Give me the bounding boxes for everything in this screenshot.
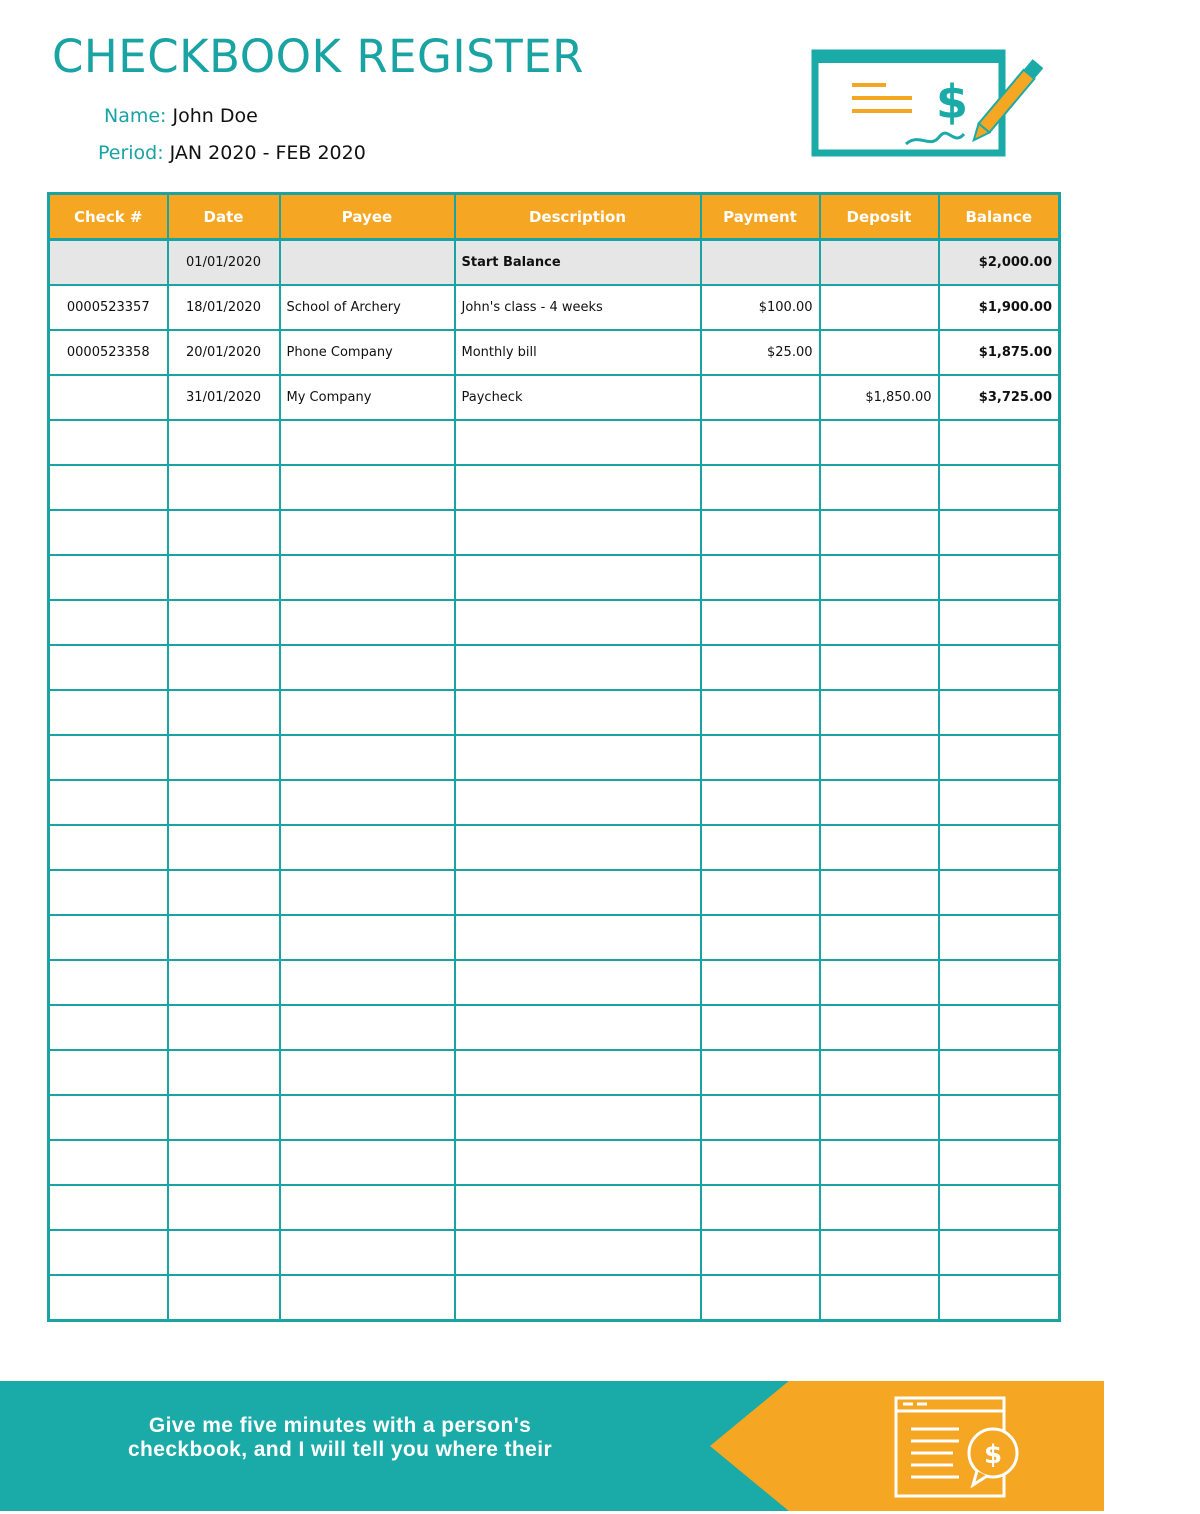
cell-date[interactable]: 31/01/2020 xyxy=(168,375,280,420)
empty-cell[interactable] xyxy=(168,645,280,690)
empty-cell[interactable] xyxy=(820,1185,939,1230)
empty-cell[interactable] xyxy=(49,1050,168,1095)
empty-cell[interactable] xyxy=(280,420,455,465)
empty-cell[interactable] xyxy=(455,1005,701,1050)
empty-cell[interactable] xyxy=(939,1185,1060,1230)
empty-cell[interactable] xyxy=(701,825,820,870)
empty-table-row xyxy=(49,1230,1060,1275)
empty-cell[interactable] xyxy=(455,510,701,555)
empty-cell[interactable] xyxy=(820,690,939,735)
empty-cell[interactable] xyxy=(701,510,820,555)
empty-cell[interactable] xyxy=(939,915,1060,960)
empty-cell[interactable] xyxy=(455,420,701,465)
empty-cell[interactable] xyxy=(49,1140,168,1185)
empty-cell[interactable] xyxy=(701,960,820,1005)
empty-cell[interactable] xyxy=(939,690,1060,735)
empty-cell[interactable] xyxy=(701,870,820,915)
empty-cell[interactable] xyxy=(701,1230,820,1275)
empty-table-row xyxy=(49,780,1060,825)
empty-cell[interactable] xyxy=(455,1095,701,1140)
empty-table-row xyxy=(49,690,1060,735)
empty-cell[interactable] xyxy=(455,915,701,960)
empty-cell[interactable] xyxy=(168,825,280,870)
empty-cell[interactable] xyxy=(820,870,939,915)
empty-cell[interactable] xyxy=(49,690,168,735)
cell-check[interactable]: 0000523358 xyxy=(49,330,168,375)
empty-table-row xyxy=(49,870,1060,915)
empty-cell[interactable] xyxy=(820,600,939,645)
period-value: JAN 2020 - FEB 2020 xyxy=(169,142,366,164)
empty-cell[interactable] xyxy=(939,465,1060,510)
empty-table-row xyxy=(49,465,1060,510)
empty-cell[interactable] xyxy=(701,1050,820,1095)
cell-description[interactable]: Start Balance xyxy=(455,240,701,286)
empty-table-row xyxy=(49,1140,1060,1185)
empty-cell[interactable] xyxy=(49,1275,168,1321)
cell-check[interactable] xyxy=(49,240,168,286)
empty-cell[interactable] xyxy=(820,510,939,555)
cell-date[interactable]: 01/01/2020 xyxy=(168,240,280,286)
footer-quote-line-1: Give me five minutes with a person's xyxy=(148,1414,532,1437)
empty-cell[interactable] xyxy=(455,1230,701,1275)
cell-date[interactable]: 18/01/2020 xyxy=(168,285,280,330)
empty-cell[interactable] xyxy=(455,645,701,690)
empty-cell[interactable] xyxy=(701,915,820,960)
empty-table-row xyxy=(49,420,1060,465)
empty-cell[interactable] xyxy=(49,555,168,600)
empty-table-row xyxy=(49,960,1060,1005)
empty-cell[interactable] xyxy=(701,1005,820,1050)
cell-deposit[interactable]: $1,850.00 xyxy=(820,375,939,420)
cell-balance[interactable]: $1,900.00 xyxy=(939,285,1060,330)
empty-cell[interactable] xyxy=(701,690,820,735)
empty-cell[interactable] xyxy=(820,1275,939,1321)
cell-balance[interactable]: $1,875.00 xyxy=(939,330,1060,375)
empty-cell[interactable] xyxy=(280,825,455,870)
column-header-payee: Payee xyxy=(280,194,455,240)
empty-cell[interactable] xyxy=(168,690,280,735)
empty-cell[interactable] xyxy=(820,825,939,870)
column-header-payment: Payment xyxy=(701,194,820,240)
cell-deposit[interactable] xyxy=(820,285,939,330)
empty-cell[interactable] xyxy=(280,1140,455,1185)
page-title: CHECKBOOK REGISTER xyxy=(52,30,584,83)
empty-cell[interactable] xyxy=(168,1095,280,1140)
empty-cell[interactable] xyxy=(939,780,1060,825)
empty-cell[interactable] xyxy=(820,1140,939,1185)
empty-cell[interactable] xyxy=(280,1050,455,1095)
empty-cell[interactable] xyxy=(939,1050,1060,1095)
empty-cell[interactable] xyxy=(820,960,939,1005)
empty-cell[interactable] xyxy=(455,600,701,645)
table-row xyxy=(49,375,1060,420)
empty-cell[interactable] xyxy=(939,1095,1060,1140)
empty-table-row xyxy=(49,1185,1060,1230)
empty-cell[interactable] xyxy=(939,1230,1060,1275)
invoice-dollar-icon xyxy=(893,1395,1025,1501)
empty-cell[interactable] xyxy=(455,690,701,735)
empty-cell[interactable] xyxy=(820,555,939,600)
name-row xyxy=(104,105,258,127)
empty-cell[interactable] xyxy=(280,915,455,960)
empty-table-row xyxy=(49,1050,1060,1095)
empty-cell[interactable] xyxy=(49,735,168,780)
empty-table-row xyxy=(49,600,1060,645)
empty-cell[interactable] xyxy=(168,1275,280,1321)
empty-cell[interactable] xyxy=(939,1140,1060,1185)
empty-cell[interactable] xyxy=(455,735,701,780)
cell-payee[interactable]: Phone Company xyxy=(280,330,455,375)
empty-cell[interactable] xyxy=(49,825,168,870)
empty-cell[interactable] xyxy=(280,1095,455,1140)
empty-cell[interactable] xyxy=(49,1185,168,1230)
empty-cell[interactable] xyxy=(168,915,280,960)
empty-cell[interactable] xyxy=(701,555,820,600)
empty-cell[interactable] xyxy=(168,510,280,555)
empty-cell[interactable] xyxy=(701,420,820,465)
empty-cell[interactable] xyxy=(701,1275,820,1321)
empty-cell[interactable] xyxy=(455,960,701,1005)
empty-cell[interactable] xyxy=(701,645,820,690)
empty-cell[interactable] xyxy=(455,555,701,600)
empty-cell[interactable] xyxy=(49,645,168,690)
empty-cell[interactable] xyxy=(939,825,1060,870)
empty-table-row xyxy=(49,1275,1060,1321)
empty-cell[interactable] xyxy=(168,870,280,915)
empty-cell[interactable] xyxy=(280,510,455,555)
empty-table-row xyxy=(49,1095,1060,1140)
empty-table-row xyxy=(49,825,1060,870)
empty-cell[interactable] xyxy=(49,1095,168,1140)
empty-cell[interactable] xyxy=(280,1230,455,1275)
empty-register-rows xyxy=(49,420,1060,1321)
empty-cell[interactable] xyxy=(49,1230,168,1275)
empty-cell[interactable] xyxy=(168,1230,280,1275)
cell-date[interactable]: 20/01/2020 xyxy=(168,330,280,375)
cell-description[interactable]: Paycheck xyxy=(455,375,701,420)
cell-check[interactable]: 0000523357 xyxy=(49,285,168,330)
empty-cell[interactable] xyxy=(939,1005,1060,1050)
svg-text:$: $ xyxy=(936,75,969,129)
empty-cell[interactable] xyxy=(939,555,1060,600)
cell-deposit[interactable] xyxy=(820,240,939,286)
empty-cell[interactable] xyxy=(168,465,280,510)
cell-description[interactable]: John's class - 4 weeks xyxy=(455,285,701,330)
empty-cell[interactable] xyxy=(49,600,168,645)
cell-balance[interactable]: $2,000.00 xyxy=(939,240,1060,286)
empty-cell[interactable] xyxy=(280,1005,455,1050)
empty-cell[interactable] xyxy=(280,600,455,645)
empty-cell[interactable] xyxy=(280,645,455,690)
empty-cell[interactable] xyxy=(820,1005,939,1050)
empty-cell[interactable] xyxy=(168,1050,280,1095)
empty-cell[interactable] xyxy=(701,1095,820,1140)
empty-cell[interactable] xyxy=(455,1140,701,1185)
empty-cell[interactable] xyxy=(280,555,455,600)
period-row xyxy=(98,142,366,164)
empty-table-row xyxy=(49,915,1060,960)
table-header-row xyxy=(49,194,1060,240)
cell-balance[interactable]: $3,725.00 xyxy=(939,375,1060,420)
column-header-balance: Balance xyxy=(939,194,1060,240)
empty-cell[interactable] xyxy=(49,780,168,825)
empty-cell[interactable] xyxy=(939,1275,1060,1321)
cell-payment[interactable] xyxy=(701,240,820,286)
table-row xyxy=(49,285,1060,330)
empty-cell[interactable] xyxy=(820,645,939,690)
empty-cell[interactable] xyxy=(49,960,168,1005)
empty-cell[interactable] xyxy=(939,645,1060,690)
empty-cell[interactable] xyxy=(820,465,939,510)
period-label: Period: xyxy=(98,142,164,164)
cell-payment[interactable]: $100.00 xyxy=(701,285,820,330)
empty-cell[interactable] xyxy=(939,600,1060,645)
name-value: John Doe xyxy=(172,105,258,127)
empty-cell[interactable] xyxy=(49,870,168,915)
empty-table-row xyxy=(49,510,1060,555)
column-header-check: Check # xyxy=(49,194,168,240)
empty-cell[interactable] xyxy=(820,1230,939,1275)
empty-table-row xyxy=(49,645,1060,690)
empty-cell[interactable] xyxy=(168,960,280,1005)
empty-cell[interactable] xyxy=(168,555,280,600)
empty-cell[interactable] xyxy=(49,465,168,510)
empty-cell[interactable] xyxy=(939,960,1060,1005)
empty-cell[interactable] xyxy=(939,870,1060,915)
empty-cell[interactable] xyxy=(168,1185,280,1230)
empty-cell[interactable] xyxy=(49,915,168,960)
empty-cell[interactable] xyxy=(168,780,280,825)
column-header-deposit: Deposit xyxy=(820,194,939,240)
empty-cell[interactable] xyxy=(455,780,701,825)
empty-cell[interactable] xyxy=(701,735,820,780)
empty-cell[interactable] xyxy=(820,1095,939,1140)
column-header-date: Date xyxy=(168,194,280,240)
empty-cell[interactable] xyxy=(939,420,1060,465)
empty-cell[interactable] xyxy=(820,915,939,960)
empty-cell[interactable] xyxy=(455,825,701,870)
table-row xyxy=(49,330,1060,375)
empty-cell[interactable] xyxy=(168,1005,280,1050)
empty-cell[interactable] xyxy=(939,735,1060,780)
empty-cell[interactable] xyxy=(701,1140,820,1185)
empty-cell[interactable] xyxy=(49,510,168,555)
empty-cell[interactable] xyxy=(820,735,939,780)
empty-cell[interactable] xyxy=(820,1050,939,1095)
empty-cell[interactable] xyxy=(455,870,701,915)
empty-cell[interactable] xyxy=(455,1275,701,1321)
cell-payment[interactable] xyxy=(701,375,820,420)
empty-cell[interactable] xyxy=(455,1185,701,1230)
cell-payee[interactable] xyxy=(280,240,455,286)
empty-table-row xyxy=(49,1005,1060,1050)
cell-check[interactable] xyxy=(49,375,168,420)
column-header-description: Description xyxy=(455,194,701,240)
check-with-pen-icon xyxy=(808,46,1064,162)
empty-cell[interactable] xyxy=(168,420,280,465)
empty-cell[interactable] xyxy=(701,780,820,825)
table-row-start-balance xyxy=(49,240,1060,286)
empty-cell[interactable] xyxy=(701,1185,820,1230)
cell-deposit[interactable] xyxy=(820,330,939,375)
empty-cell[interactable] xyxy=(280,735,455,780)
empty-cell[interactable] xyxy=(168,735,280,780)
name-label: Name: xyxy=(104,105,167,127)
svg-text:$: $ xyxy=(983,1440,1003,1470)
empty-table-row xyxy=(49,735,1060,780)
empty-cell[interactable] xyxy=(939,510,1060,555)
cell-description[interactable]: Monthly bill xyxy=(455,330,701,375)
empty-cell[interactable] xyxy=(280,1275,455,1321)
empty-cell[interactable] xyxy=(820,780,939,825)
empty-cell[interactable] xyxy=(168,600,280,645)
checkbook-register-table xyxy=(47,192,1061,1322)
footer-quote-line-2: checkbook, and I will tell you where their xyxy=(127,1438,553,1461)
empty-cell[interactable] xyxy=(701,600,820,645)
empty-cell[interactable] xyxy=(280,960,455,1005)
empty-table-row xyxy=(49,555,1060,600)
footer-quote xyxy=(110,1414,570,1462)
cell-payee[interactable]: School of Archery xyxy=(280,285,455,330)
empty-cell[interactable] xyxy=(280,1185,455,1230)
empty-cell[interactable] xyxy=(280,690,455,735)
empty-cell[interactable] xyxy=(455,465,701,510)
empty-cell[interactable] xyxy=(49,420,168,465)
empty-cell[interactable] xyxy=(820,420,939,465)
empty-cell[interactable] xyxy=(455,1050,701,1095)
cell-payee[interactable]: My Company xyxy=(280,375,455,420)
empty-cell[interactable] xyxy=(280,780,455,825)
cell-payment[interactable]: $25.00 xyxy=(701,330,820,375)
empty-cell[interactable] xyxy=(701,465,820,510)
empty-cell[interactable] xyxy=(168,1140,280,1185)
empty-cell[interactable] xyxy=(49,1005,168,1050)
empty-cell[interactable] xyxy=(280,870,455,915)
empty-cell[interactable] xyxy=(280,465,455,510)
